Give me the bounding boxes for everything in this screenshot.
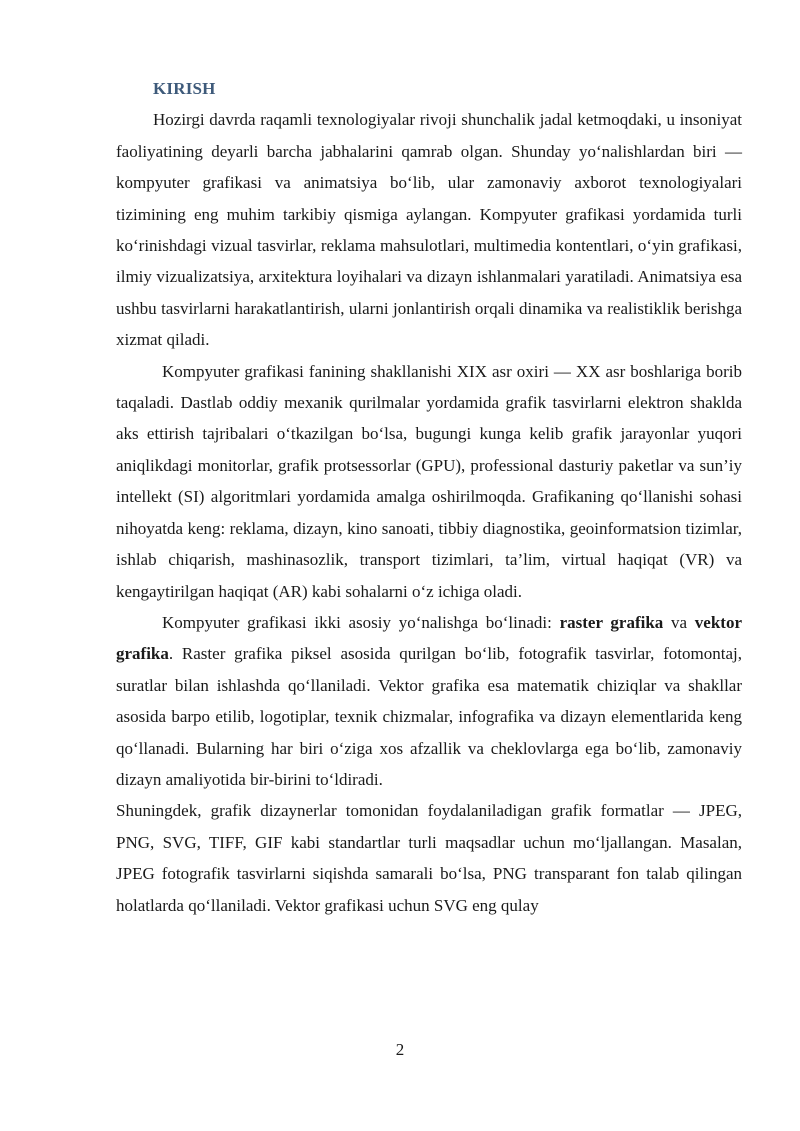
paragraph-3 [116,607,742,795]
page-number: 2 [395,1040,405,1059]
paragraph-3-text-3: . Raster grafika piksel asosida qurilgan bo‘lib, fotografik tasvirlar, fotomontaj, suratlar bilan ishlashda qo‘llaniladi. Vektor grafika esa matematik chiziqlar va shakllar asosida barpo etilib, logotiplar, texnik chizmalar, infografika va dizayn elementlarida keng qo‘llanadi. Bularning har biri o‘ziga xos afzallik va cheklovlarga ega bo‘lib, zamonaviy dizayn amaliyotida bir-birini to‘ldiradi. [116,644,742,789]
paragraph-3-text-1: Kompyuter grafikasi ikki asosiy yo‘nalishga bo‘linadi: [162,612,560,632]
document-body [116,73,742,921]
paragraph-2: Kompyuter grafikasi fanining shakllanishi XIX asr oxiri — XX asr boshlariga borib taqaladi. Dastlab oddiy mexanik qurilmalar yordamida grafik tasvirlarni elektron shaklda aks ettirish tajribalari o‘tkazilgan bo‘lsa, bugungi kunga kelib grafik jarayonlar yuqori aniqlikdagi monitorlar, grafik protsessorlar (GPU), professional dasturiy paketlar va sun’iy intellekt (SI) algoritmlari yordamida amalga oshirilmoqda. Grafikaning qo‘llanishi sohasi nihoyatda keng: reklama, dizayn, kino sanoati, tibbiy diagnostika, geoinformatsion tizimlar, ishlab chiqarish, mashinasozlik, transport tizimlari, ta’lim, virtual haqiqat (VR) va kengaytirilgan haqiqat (AR) kabi sohalarni o‘z ichiga oladi. [116,361,742,601]
paragraph-3-text-2: va [663,612,695,632]
term-raster-grafika: raster grafika [559,612,664,632]
term-vektor-grafika: vektor grafika [116,612,742,664]
section-heading: KIRISH [153,79,216,98]
paragraph-1: Hozirgi davrda raqamli texnologiyalar rivoji shunchalik jadal ketmoqdaki, u insoniyat faoliyatining deyarli barcha jabhalarini qamrab olgan. Shunday yo‘nalishlardan biri — kompyuter grafikasi va animatsiya bo‘lib, ular zamonaviy axborot texnologiyalari tizimining eng muhim tarkibiy qismiga aylangan. Kompyuter grafikasi yordamida turli ko‘rinishdagi vizual tasvirlar, reklama mahsulotlari, multimedia kontentlari, o‘yin grafikasi, ilmiy vizualizatsiya, arxitektura loyihalari va dizayn ishlanmalari yaratiladi. Animatsiya esa ushbu tasvirlarni harakatlantirish, ularni jonlantirish orqali dinamika va realistiklik berishga xizmat qiladi. [116,110,742,350]
paragraph-4: Shuningdek, grafik dizaynerlar tomonidan foydalaniladigan grafik formatlar — JPEG, PNG, SVG, TIFF, GIF kabi standartlar turli maqsadlar uchun mo‘ljallangan. Masalan, JPEG fotografik tasvirlarni siqishda samarali bo‘lsa, PNG transparant fon talab qilingan holatlarda qo‘llaniladi. Vektor grafikasi uchun SVG eng qulay [116,801,742,915]
